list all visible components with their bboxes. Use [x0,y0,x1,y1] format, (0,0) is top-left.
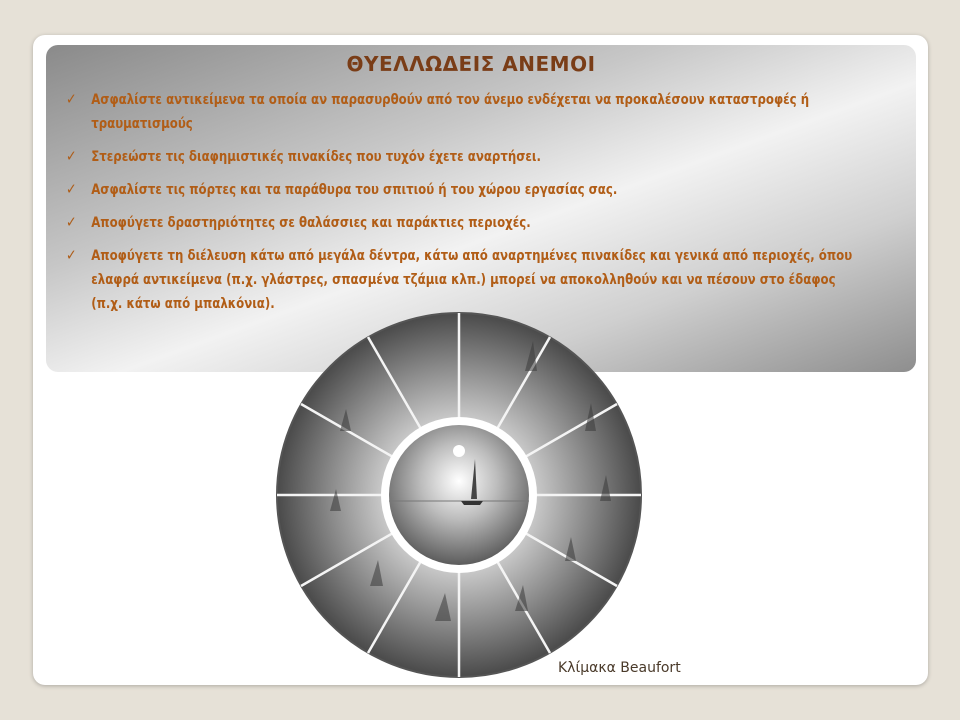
beaufort-wheel-illustration [275,311,643,679]
check-icon: ✓ [66,90,77,108]
check-icon: ✓ [66,180,77,198]
check-icon: ✓ [66,147,77,165]
bullet-text: Ασφαλίστε αντικείμενα τα οποία αν παρασυρθούν από τον άνεμο ενδέχεται να προκαλέσουν καταστροφές ή τραυματισμούς [91,92,810,132]
bullet-text: Αποφύγετε δραστηριότητες σε θαλάσσιες και παράκτιες περιοχές. [91,215,531,231]
bullet-item [66,145,864,169]
bullet-text: Αποφύγετε τη διέλευση κάτω από μεγάλα δέντρα, κάτω από αναρτημένες πινακίδες και γενικά από περιοχές, όπου ελαφρά αντικείμενα (π.χ. γλάστρες, σπασμένα τζάμια κλπ.) μπορεί να αποκολληθούν και να πέσουν στο έδαφος (π.χ. κάτω από μπαλκόνια). [91,248,853,312]
bullet-text: Ασφαλίστε τις πόρτες και τα παράθυρα του σπιτιού ή του χώρου εργασίας σας. [91,182,618,198]
bullet-item [66,88,864,136]
beaufort-wheel-image [275,311,643,679]
bullet-list [66,88,866,325]
bullet-item [66,211,864,235]
bullet-item [66,178,864,202]
check-icon: ✓ [66,246,77,264]
bullet-text: Στερεώστε τις διαφημιστικές πινακίδες που τυχόν έχετε αναρτήσει. [91,149,541,165]
bullet-item [66,244,864,316]
image-caption: Κλίμακα Beaufort [558,660,681,676]
slide-title: ΘΥΕΛΛΩΔΕΙΣ ΑΝΕΜΟΙ [346,52,596,76]
check-icon: ✓ [66,213,77,231]
